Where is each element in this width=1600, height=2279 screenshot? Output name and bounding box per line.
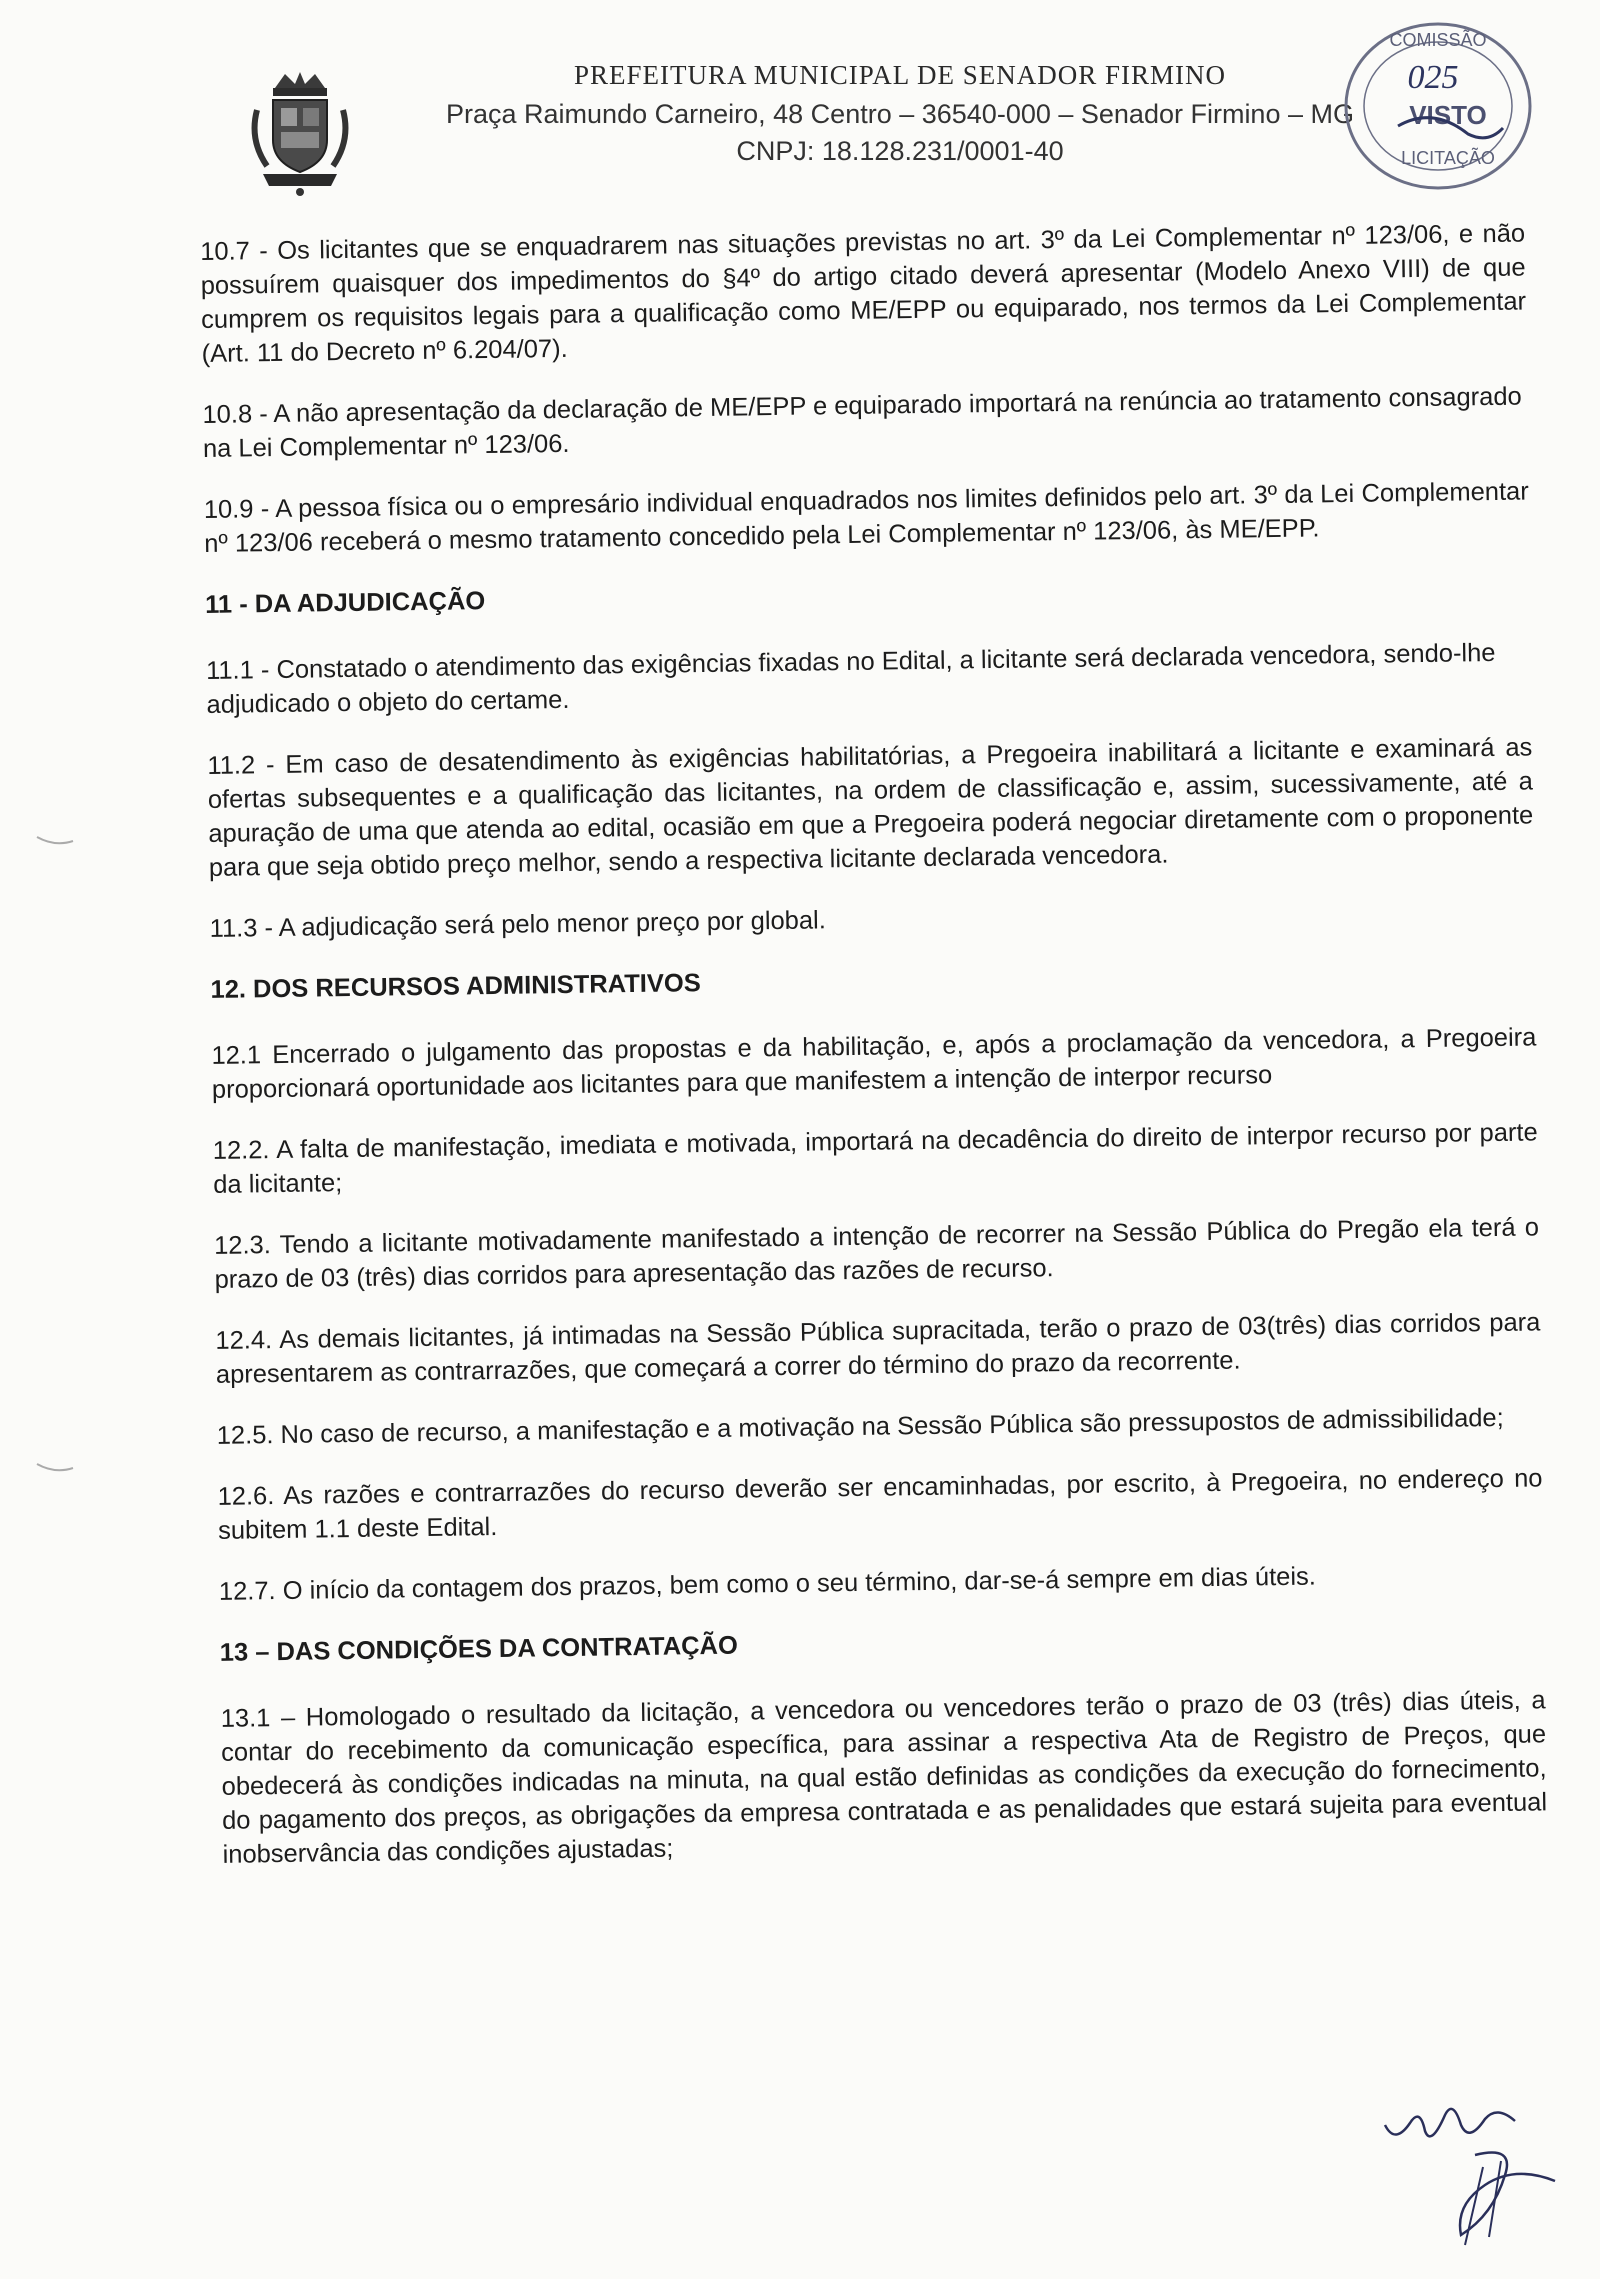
clause-12-2: 12.2. A falta de manifestação, imediata e motivada, importará na decadência do direito de interpor recurso por parte da licitante;	[212, 1118, 1538, 1199]
stamp-number: 025	[1407, 59, 1459, 96]
org-name: PREFEITURA MUNICIPAL DE SENADOR FIRMINO	[573, 60, 1227, 90]
clause-11-3: 11.3 - A adjudicação será pelo menor preço por global.	[209, 906, 826, 943]
section-heading-12: 12. DOS RECURSOS ADMINISTRATIVOS	[210, 969, 701, 1004]
letterhead	[440, 60, 1360, 167]
document-body	[200, 217, 1548, 1899]
clause-10-8: 10.8 - A não apresentação da declaração de ME/EPP e equiparado importará na renúncia ao tratamento consagrado na Lei Complementar nº 123/06.	[202, 382, 1522, 463]
clause-12-4: 12.4. As demais licitantes, já intimadas na Sessão Pública supracitada, terão o prazo de 03(três) dias corridos para apresentarem as contrarrazões, que começará a correr do término do prazo da recorrente.	[215, 1308, 1541, 1389]
clause-11-1: 11.1 - Constatado o atendimento das exigências fixadas no Edital, a licitante será declarada vencedora, sendo-lhe adjudicado o objeto do certame.	[205, 638, 1496, 719]
clause-12-7: 12.7. O início da contagem dos prazos, bem como o seu término, dar-se-á sempre em dias úteis.	[218, 1562, 1317, 1606]
stamp-bottom-text: LICITAÇÃO	[1401, 148, 1495, 168]
clause-12-1: 12.1 Encerrado o julgamento das propostas e da habilitação, e, após a proclamação da vencedora, a Pregoeira proporcionará oportunidade aos licitantes para que manifestem a intenção de interpor recurso	[211, 1023, 1537, 1104]
clause-12-3: 12.3. Tendo a licitante motivadamente manifestado a intenção de recorrer na Sessão Pública do Pregão ela terá o prazo de 03 (três) dias corridos para apresentação das razões de recurso.	[213, 1213, 1540, 1294]
clause-13-1: 13.1 – Homologado o resultado da licitação, a vencedora ou vencedores terão o prazo de 03 (três) dias úteis, a contar do recebimento da comunicação específica, para assinar a respectiva Ata de Registro de Preços, que obedecerá às condições indicadas na minuta, na qual estão definidas as condições da execução do fornecimento, do pagamento dos preços, as obrigações da empresa contratada e as penalidades que estará sujeita para eventual inobservância das condições ajustadas;	[220, 1686, 1548, 1869]
scan-mark	[35, 1462, 75, 1474]
stamp-middle-text: VISTO	[1409, 100, 1487, 130]
clause-12-6: 12.6. As razões e contrarrazões do recurso deverão ser encaminhadas, por escrito, à Pregoeira, no endereço no subitem 1.1 deste Edital.	[217, 1464, 1543, 1545]
org-address: Praça Raimundo Carneiro, 48 Centro – 36540-000 – Senador Firmino – MG	[446, 99, 1354, 129]
clause-12-5: 12.5. No caso de recurso, a manifestação e a motivação na Sessão Pública são pressupostos de admissibilidade;	[216, 1403, 1504, 1450]
org-cnpj: CNPJ: 18.128.231/0001-40	[736, 136, 1064, 166]
handwritten-signature	[1365, 2085, 1585, 2255]
stamp-top-text: COMISSÃO	[1389, 30, 1487, 50]
scan-mark	[35, 835, 75, 847]
clause-10-7: 10.7 - Os licitantes que se enquadrarem nas situações previstas no art. 3º da Lei Complementar nº 123/06, e não possuírem quaisquer dos impedimentos do §4º do artigo citado deverá apresentar (Modelo Anexo VIII) de que cumprem os requisitos legais para a qualificação como ME/EPP ou equiparado, nos termos da Lei Complementar (Art. 11 do Decreto nº 6.204/07).	[200, 219, 1527, 368]
section-heading-11: 11 - DA ADJUDICAÇÃO	[204, 587, 486, 619]
clause-11-2: 11.2 - Em caso de desatendimento às exigências habilitatórias, a Pregoeira inabilitará a licitante e examinará as ofertas subsequentes e a qualificação das licitantes, na ordem de classificação e, assim, sucessivamente, até a apuração de uma que atenda ao edital, ocasião em que a Pregoeira poderá negociar diretamente com o proponente para que seja obtido preço melhor, sendo a respectiva licitante declarada vencedora.	[207, 733, 1534, 882]
commission-stamp	[1338, 16, 1538, 196]
clause-10-9: 10.9 - A pessoa física ou o empresário individual enquadrados nos limites definidos pelo art. 3º da Lei Complementar nº 123/06 receberá o mesmo tratamento concedido pela Lei Complementar nº 123/06, às ME/EPP.	[203, 477, 1529, 558]
section-heading-13: 13 – DAS CONDIÇÕES DA CONTRATAÇÃO	[219, 1631, 739, 1667]
municipal-crest-icon	[245, 70, 355, 200]
